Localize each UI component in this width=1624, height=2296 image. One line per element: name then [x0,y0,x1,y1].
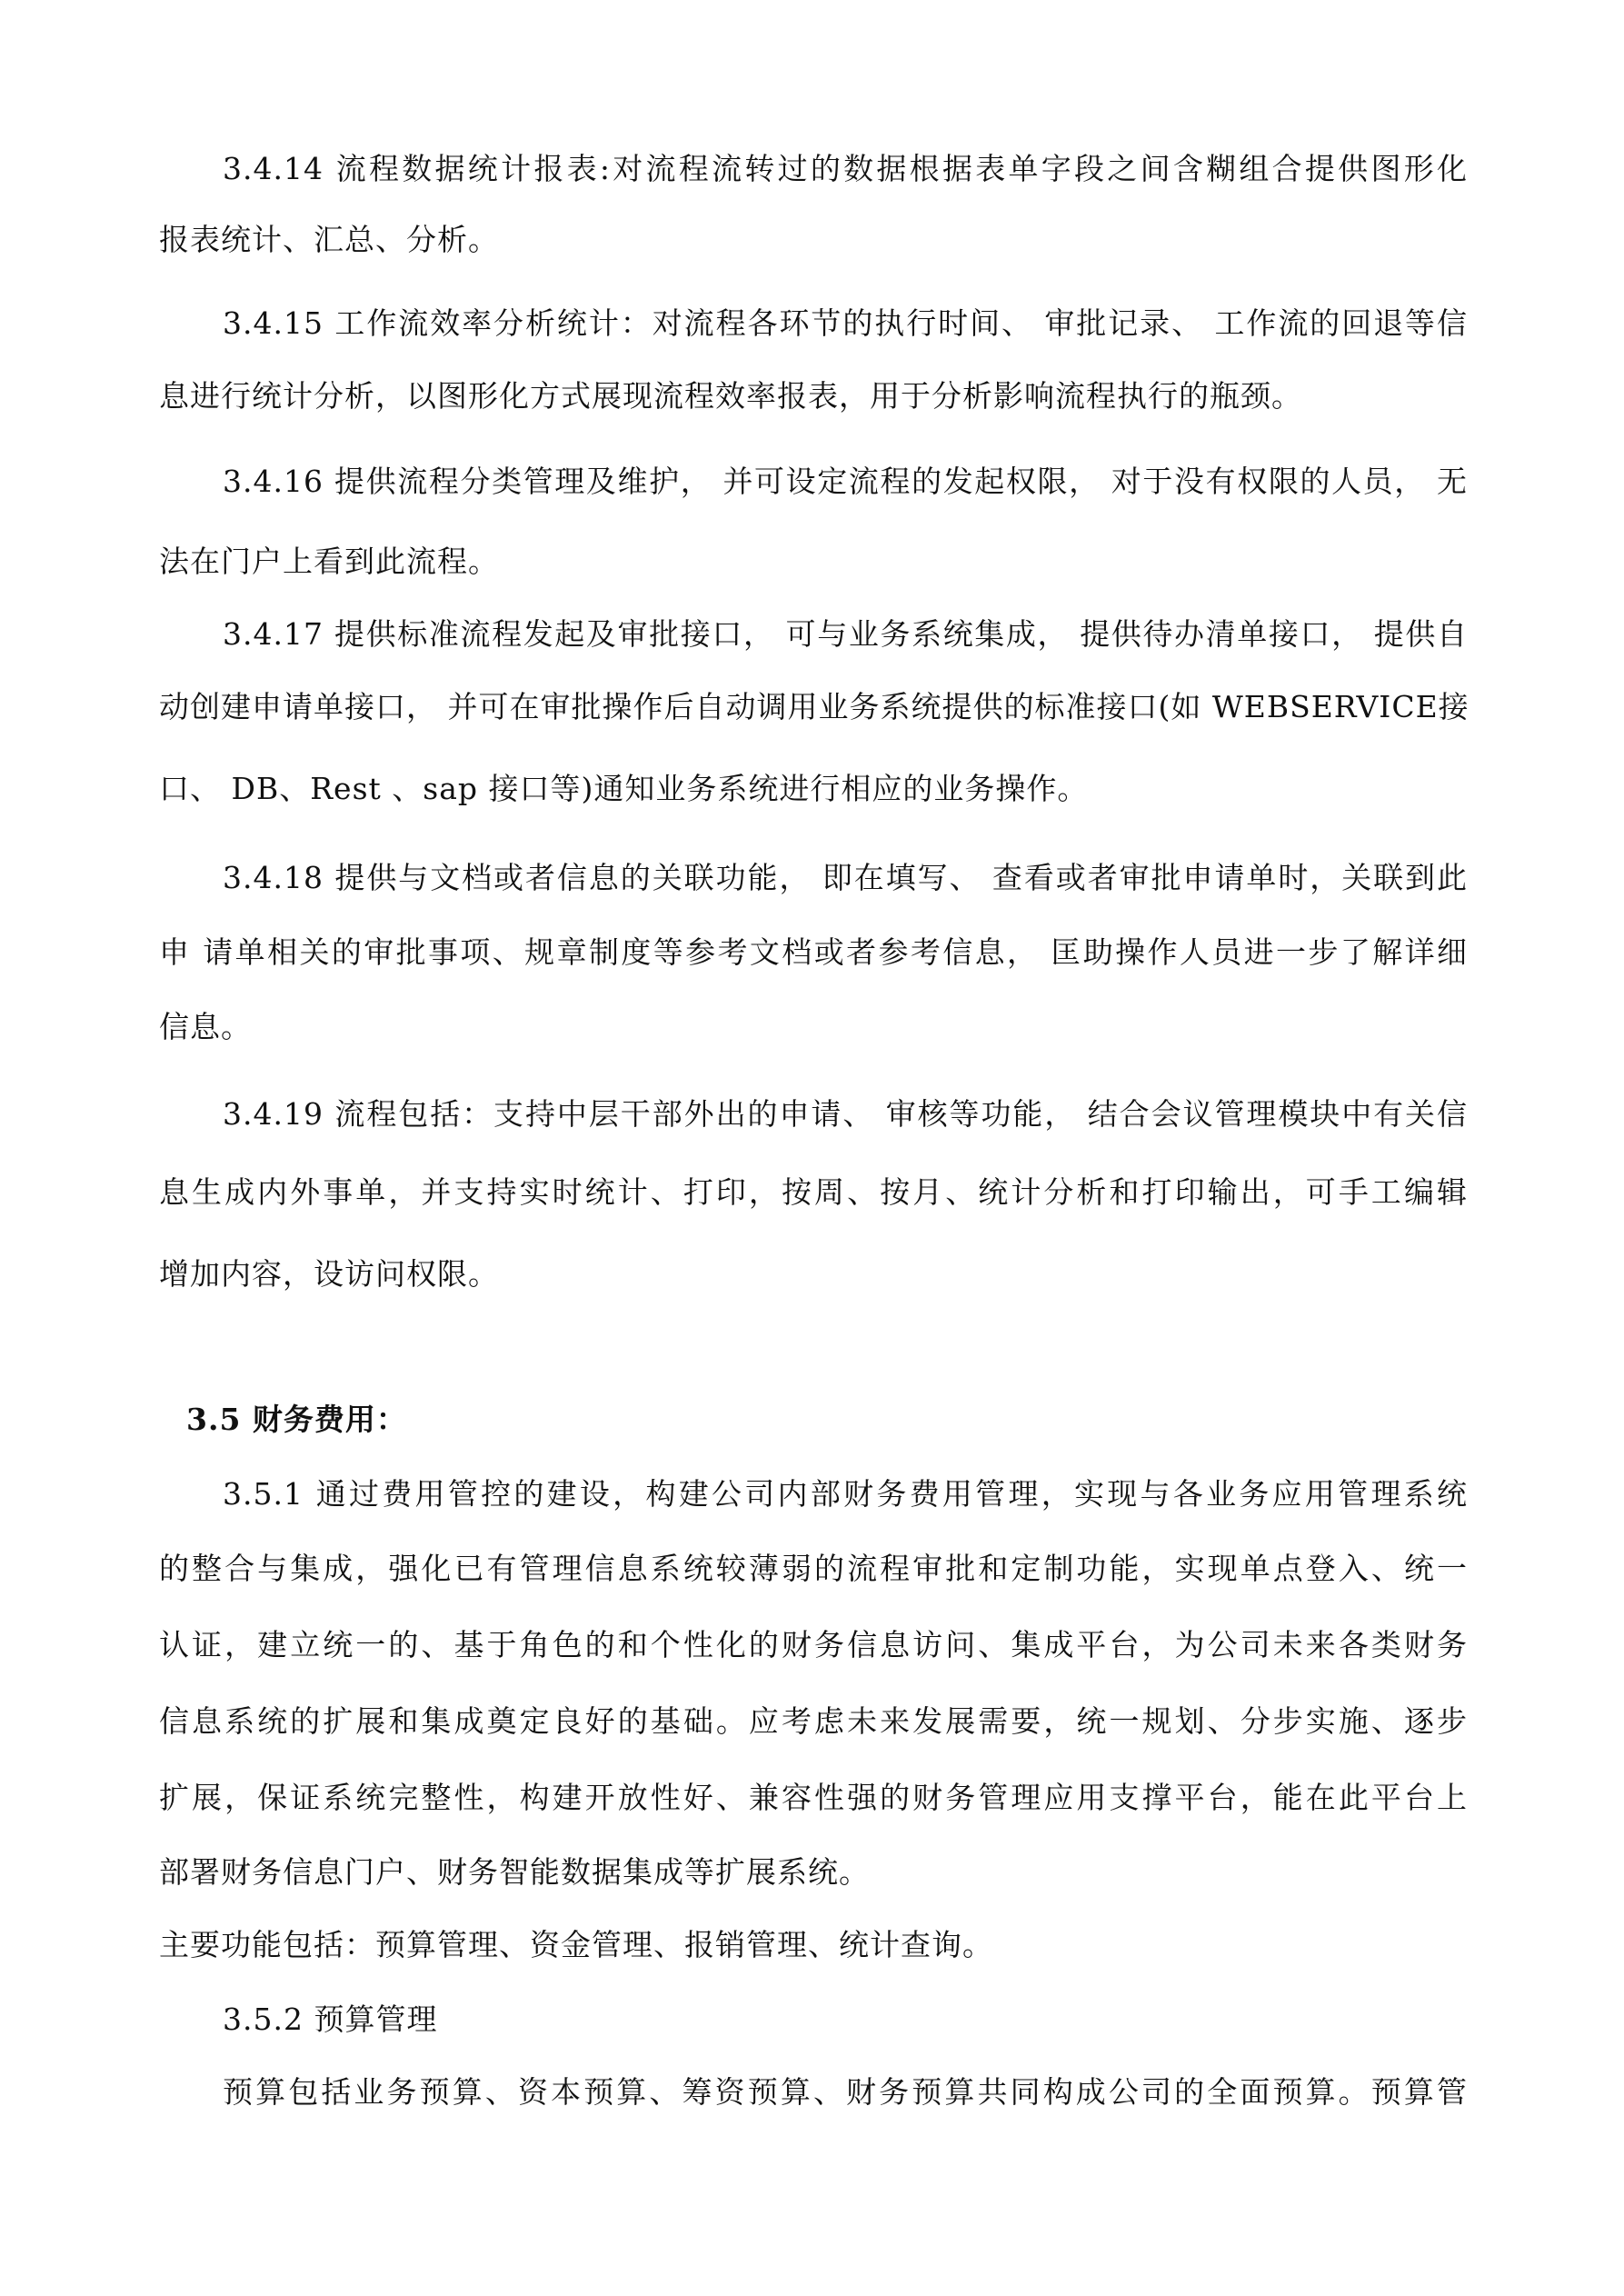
paragraph-3-4-16-line-1: 3.4.16 提供流程分类管理及维护， 并可设定流程的发起权限， 对于没有权限的人员， 无 [223,464,1468,499]
paragraph-3-4-17-line-2: 动创建申请单接口， 并可在审批操作后自动调用业务系统提供的标准接口(如 WEBSERVICE接 [159,689,1470,724]
paragraph-3-5-1-line-1: 3.5.1 通过费用管控的建设，构建公司内部财务费用管理，实现与各业务应用管理系统 [223,1476,1468,1512]
paragraph-3-5-1-line-4: 信息系统的扩展和集成奠定良好的基础。应考虑未来发展需要，统一规划、分步实施、逐步 [159,1703,1468,1739]
paragraph-3-4-17-line-3: 口、 DB、Rest 、sap 接口等)通知业务系统进行相应的业务操作。 [159,771,1089,806]
paragraph-3-4-18-line-3: 信息。 [159,1009,252,1044]
paragraph-3-5-1-line-6: 部署财务信息门户、财务智能数据集成等扩展系统。 [159,1854,870,1890]
paragraph-3-4-19-line-1: 3.4.19 流程包括：支持中层干部外出的申请、 审核等功能， 结合会议管理模块中有关信 [223,1096,1468,1132]
paragraph-3-4-19-line-3: 增加内容，设访问权限。 [159,1256,499,1292]
paragraph-3-4-15-line-2: 息进行统计分析，以图形化方式展现流程效率报表，用于分析影响流程执行的瓶颈。 [159,378,1302,414]
paragraph-3-4-16-line-2: 法在门户上看到此流程。 [159,544,499,579]
paragraph-3-4-18-line-2: 申 请单相关的审批事项、规章制度等参考文档或者参考信息， 匡助操作人员进一步了解详细 [159,934,1468,970]
paragraph-3-4-17-line-1: 3.4.17 提供标准流程发起及审批接口， 可与业务系统集成， 提供待办清单接口， 提供自 [223,616,1468,652]
paragraph-3-4-18-line-1: 3.4.18 提供与文档或者信息的关联功能， 即在填写、 查看或者审批申请单时，关联到此 [223,860,1468,895]
section-heading-3-5: 3.5 财务费用： [186,1402,407,1437]
paragraph-3-4-14-line-2: 报表统计、汇总、分析。 [159,222,499,257]
paragraph-budget-line-1: 预算包括业务预算、资本预算、筹资预算、财务预算共同构成公司的全面预算。预算管 [223,2074,1468,2110]
paragraph-3-4-15-line-1: 3.4.15 工作流效率分析统计：对流程各环节的执行时间、 审批记录、 工作流的回退等信 [223,305,1468,341]
paragraph-3-5-1-line-2: 的整合与集成，强化已有管理信息系统较薄弱的流程审批和定制功能，实现单点登入、统一 [159,1551,1468,1586]
paragraph-3-4-19-line-2: 息生成内外事单，并支持实时统计、打印，按周、按月、统计分析和打印输出，可手工编辑 [159,1174,1468,1210]
paragraph-3-5-1-line-3: 认证，建立统一的、基于角色的和个性化的财务信息访问、集成平台，为公司未来各类财务 [159,1627,1468,1662]
subsection-heading-3-5-2: 3.5.2 预算管理 [223,2002,438,2037]
paragraph-3-4-14-line-1: 3.4.14 流程数据统计报表:对流程流转过的数据根据表单字段之间含糊组合提供图形化 [223,151,1468,186]
main-functions-line: 主要功能包括：预算管理、资金管理、报销管理、统计查询。 [159,1927,993,1962]
paragraph-3-5-1-line-5: 扩展，保证系统完整性，构建开放性好、兼容性强的财务管理应用支撑平台，能在此平台上 [159,1780,1468,1815]
